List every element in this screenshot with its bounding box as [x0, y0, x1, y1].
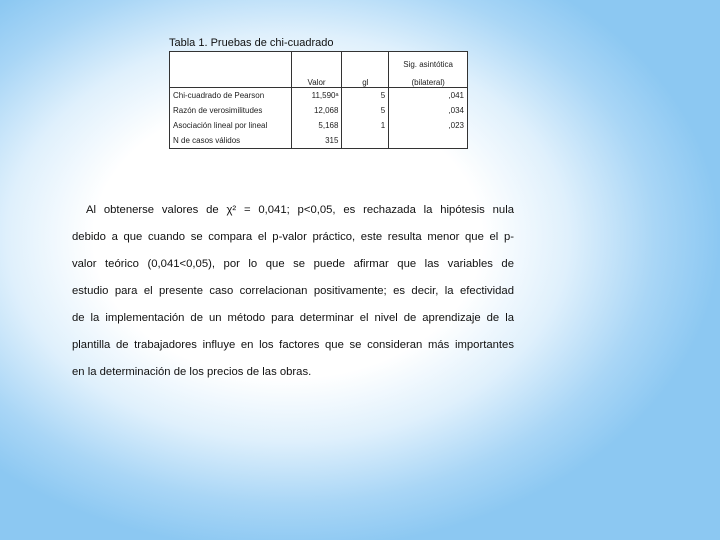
header-spacer — [291, 52, 342, 70]
table-row — [170, 103, 468, 118]
header-value: Valor — [291, 69, 342, 88]
row-gl — [342, 133, 389, 149]
row-label: Razón de verosimilitudes — [170, 103, 292, 118]
paragraph-line: en la determinación de los precios de las obras. — [72, 366, 312, 378]
table-row — [170, 118, 468, 133]
header-spacer — [342, 52, 389, 70]
paragraph-line: de la implementación de un método para determinar el nivel de aprendizaje de la — [72, 312, 514, 324]
table-title: Tabla 1. Pruebas de chi-cuadrado — [169, 37, 334, 49]
row-value: 12,068 — [291, 103, 342, 118]
header-sig-line2: (bilateral) — [389, 69, 468, 88]
paragraph-line: valor teórico (0,041<0,05), por lo que se puede afirmar que las variables de — [72, 258, 514, 270]
header-gl: gl — [342, 69, 389, 88]
chi-square-table — [169, 51, 468, 149]
row-sig: ,034 — [389, 103, 468, 118]
row-gl: 5 — [342, 88, 389, 104]
row-sig: ,023 — [389, 118, 468, 133]
row-gl: 1 — [342, 118, 389, 133]
row-value: 315 — [291, 133, 342, 149]
header-empty-cell — [170, 69, 292, 88]
paragraph-line: plantilla de trabajadores influye en los factores que se consideran más importantes — [72, 339, 514, 351]
paragraph-line: debido a que cuando se compara el p-valor práctico, este resulta menor que el p- — [72, 231, 514, 243]
row-sig — [389, 133, 468, 149]
row-sig: ,041 — [389, 88, 468, 104]
table-header-row — [170, 69, 468, 88]
row-value: 11,590ᵃ — [291, 88, 342, 104]
table-row — [170, 133, 468, 149]
table-header-row — [170, 52, 468, 70]
row-gl: 5 — [342, 103, 389, 118]
body-paragraph — [72, 197, 514, 386]
table-row — [170, 88, 468, 104]
paragraph-line: Al obtenerse valores de χ² = 0,041; p<0,05, es rechazada la hipótesis nula — [86, 204, 514, 216]
header-sig-line1: Sig. asintótica — [389, 52, 468, 70]
header-empty-cell — [170, 52, 292, 70]
row-label: Asociación lineal por lineal — [170, 118, 292, 133]
paragraph-line: estudio para el presente caso correlacionan positivamente; es decir, la efectividad — [72, 285, 514, 297]
row-label: Chi-cuadrado de Pearson — [170, 88, 292, 104]
row-value: 5,168 — [291, 118, 342, 133]
row-label: N de casos válidos — [170, 133, 292, 149]
